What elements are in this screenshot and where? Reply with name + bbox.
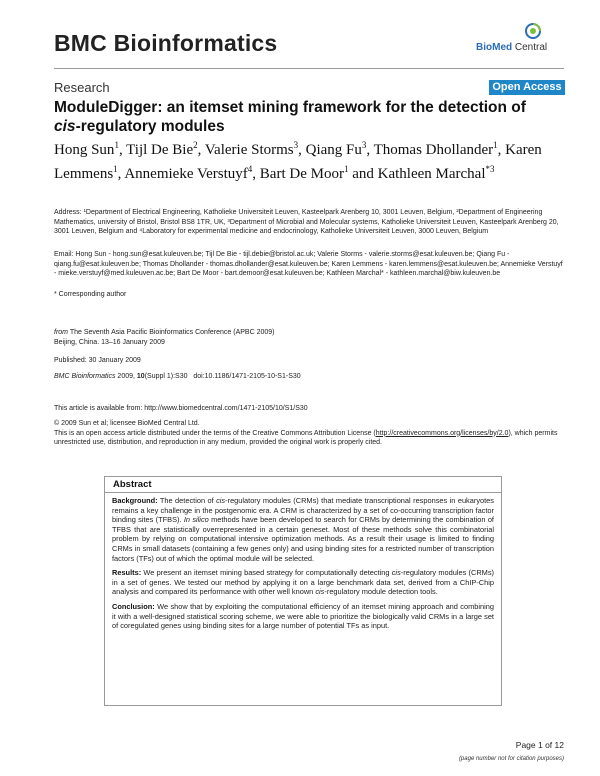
abstract-divider xyxy=(105,492,501,493)
license-link[interactable]: http://creativecommons.org/licenses/by/2.0 xyxy=(375,429,509,437)
author-emails: Email: Hong Sun - hong.sun@esat.kuleuven.be; Tijl De Bie - tijl.debie@bristol.ac.uk; Valerie Storms - valerie.storms@esat.kuleuven.be; Qiang Fu - qiang.fu@esat.kuleuven.be; Thomas Dhollander - thomas.dhollander@esat.kuleuven.be; Karen Lemmens - karen.lemmens@esat.kuleuven.be; Annemieke Verstuyf - mieke.verstuyf@med.kuleuven.ac.be; Bart De Moor - bart.demoor@esat.kuleuven.be; Kathleen Marchal* - kathleen.marchal@biw.kuleuven.be xyxy=(54,251,563,277)
author-name: Bart De Moor xyxy=(259,165,344,182)
author-name: Qiang Fu xyxy=(305,142,362,158)
abstract-conclusion: Conclusion: We show that by exploiting the computational efficiency of an itemset mining approach and combining it with a well-designed statistical scoring scheme, we were able to prioritize the biologically valid CRMs in a large set of coregulated genes using binding sites for a large number of potential TFs as input. xyxy=(112,601,494,631)
abstract-box xyxy=(104,476,502,706)
abstract-body xyxy=(112,496,494,636)
open-access-badge: Open Access xyxy=(489,80,565,95)
author-name: Valerie Storms xyxy=(204,142,294,158)
availability-url[interactable]: This article is available from: http://www.biomedcentral.com/1471-2105/10/S1/S30 xyxy=(54,405,308,412)
citation: BMC Bioinformatics 2009, 10(Suppl 1):S30 doi:10.1186/1471-2105-10-S1-S30 xyxy=(54,373,301,380)
author-name: Kathleen Marchal xyxy=(377,165,486,182)
header-divider xyxy=(54,68,564,69)
copyright-notice: © 2009 Sun et al; licensee BioMed Central Ltd. This is an open access article distributed under the terms of the Creative Commons Attribution License (http://creativecommons.org/licenses/by/2.0), which permits unrestricted use, distribution, and reproduction in any medium, provided the original work is properly cited. xyxy=(54,420,558,446)
author-affiliation-sup: *3 xyxy=(485,163,495,174)
logo-text: BioMed Central xyxy=(476,42,548,53)
author-name: Thomas Dhollander xyxy=(373,142,494,158)
author-affiliation-sup: 4 xyxy=(247,163,253,174)
corresponding-author-note: * Corresponding author xyxy=(54,291,127,298)
abstract-background: Background: The detection of cis-regulatory modules (CRMs) that mediate transcriptional responses in eukaryotes remains a key challenge in the postgenomic era. A CRM is characterized by a set of co-occurring transcription factor binding sites (TFBS). In silico methods have been developed to search for CRMs by determining the combination of TFBS that are statistically overrepresented in a certain geneset. Most of these methods solve this combinatorial problem by relying on computational intensive optimization methods. As a result their usage is limited to finding CRMs in small datasets (containing a few genes only) and using binding sites for a restricted number of transcription factors (TFs) out of which the optimal module will be selected. xyxy=(112,496,494,563)
conference-info: from The Seventh Asia Pacific Bioinformatics Conference (APBC 2009) Beijing, China. 13–16 January 2009 xyxy=(54,329,275,346)
biomed-central-logo xyxy=(474,22,564,56)
author-affiliation-sup: 1 xyxy=(114,140,119,150)
page-number-note: (page number not for citation purposes) xyxy=(458,756,564,762)
journal-title: BMC Bioinformatics xyxy=(54,30,278,56)
article-title: ModuleDigger: an itemset mining framework for the detection of cis-regulatory modules xyxy=(54,99,526,135)
author-list: Hong Sun$^1$, Tijl De Bie$^2$, Valerie Storms$^3$, Qiang Fu$^3$, Thomas Dhollander$^1$, Karen Lemmens$^1$, Annemieke Verstuyf$^4$, Bart De Moor$^1$ and Kathleen Marchal$^{*3}$ xyxy=(54,140,542,182)
author-affiliation-sup: 1 xyxy=(493,140,498,150)
author-affiliation-sup: 2 xyxy=(193,140,198,150)
author-name: Annemieke Verstuyf xyxy=(124,165,248,182)
published-date: Published: 30 January 2009 xyxy=(54,357,141,364)
author-name: Hong Sun xyxy=(54,142,115,158)
author-name: Tijl De Bie xyxy=(126,142,194,158)
abstract-heading: Abstract xyxy=(113,479,152,490)
page-number: Page 1 of 12 xyxy=(515,740,564,750)
abstract-results: Results: We present an itemset mining based strategy for computationally detecting cis-regulatory modules (CRMs) in a set of genes. We tested our method by applying it on a large benchmark data set, derived from a ChIP-Chip analysis and compared its performance with other well known cis-regulatory module detection tools. xyxy=(112,568,494,597)
author-affiliation-sup: 1 xyxy=(113,163,118,174)
biomed-central-logo-icon xyxy=(524,22,542,40)
section-label: Research xyxy=(54,80,110,95)
author-affiliation-sup: 3 xyxy=(293,140,299,150)
author-affiliation-sup: 3 xyxy=(361,140,367,150)
author-addresses: Address: ¹Department of Electrical Engineering, Katholieke Universiteit Leuven, Kasteelpark Arenberg 10, 3001 Leuven, Belgium, ²Department of Engineering Mathematics, university of Bristol, Bristol BS8 1TR, UK, ³Department of Microbial and Molecular systems, Katholieke Universiteit Leuven, Kasteelpark Arenberg 20, 3001 Leuven, Belgium and ⁴Laboratory for experimental medicine and endocrinology, Katholieke Universiteit Leuven, 3000 Leuven, Belgium xyxy=(54,209,559,235)
author-affiliation-sup: 1 xyxy=(343,163,349,174)
author-name: Karen Lemmens xyxy=(54,142,542,182)
